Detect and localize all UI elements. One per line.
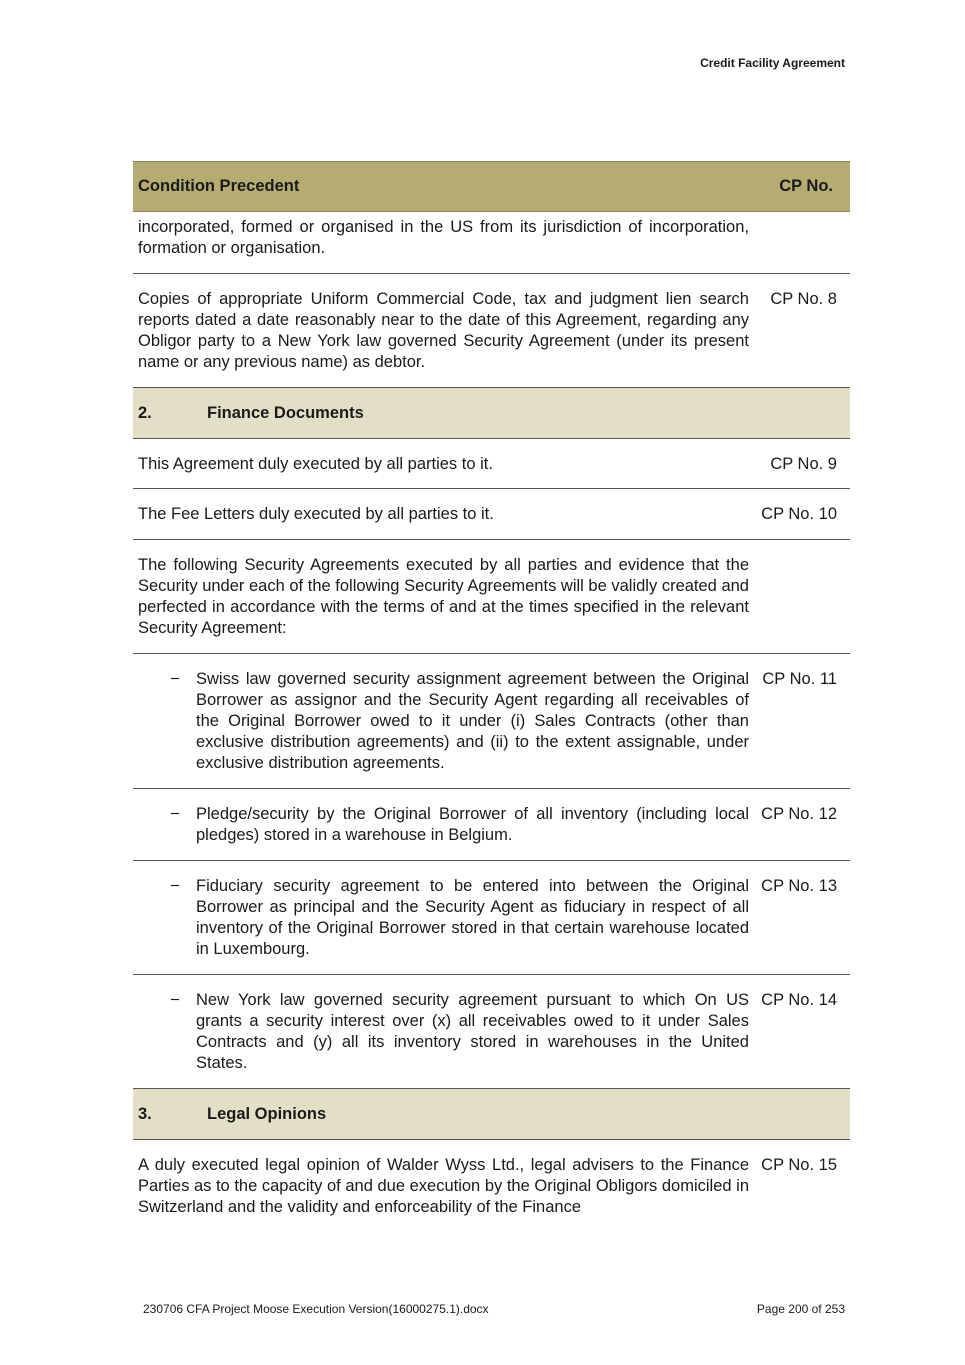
- section-title: Legal Opinions: [207, 1104, 327, 1123]
- condition-text: Copies of appropriate Uniform Commercial Code, tax and judgment lien search reports dated a date reasonably near to the date of this Agreement, regarding any Obligor party to a New York law governed Security Agreement (under its present name or any previous name) as debtor.: [138, 290, 749, 371]
- list-dash: −: [170, 805, 180, 823]
- footer-page-number: Page 200 of 253: [756, 1302, 845, 1316]
- cp-number: CP No. 12: [761, 805, 837, 823]
- condition-text: Pledge/security by the Original Borrower of all inventory (including local pledges) stored in a warehouse in Belgium.: [196, 805, 749, 844]
- cp-number: CP No. 15: [761, 1156, 837, 1174]
- section-title: Finance Documents: [207, 403, 364, 422]
- column-header-cp-number: CP No.: [779, 177, 833, 195]
- condition-text: incorporated, formed or organised in the US from its jurisdiction of incorporation, formation or organisation.: [138, 218, 749, 257]
- table-row: [133, 975, 850, 1089]
- table-row: [133, 1140, 850, 1230]
- cp-number: CP No. 10: [761, 505, 837, 523]
- section-heading-legal-opinions: [133, 1089, 850, 1140]
- list-dash: −: [170, 670, 180, 688]
- cp-number: CP No. 13: [761, 877, 837, 895]
- conditions-precedent-table: [133, 161, 850, 1230]
- table-row: [133, 274, 850, 388]
- table-row: [133, 212, 850, 274]
- cp-number: [749, 555, 850, 653]
- condition-text: A duly executed legal opinion of Walder Wyss Ltd., legal advisers to the Finance Parties as to the capacity of and due execution by the Original Obligors domiciled in Switzerland and the validity and enforceability of the Finance: [138, 1156, 749, 1216]
- table-row: [133, 789, 850, 861]
- list-dash: −: [170, 877, 180, 895]
- cp-number: CP No. 9: [770, 455, 837, 473]
- table-row: [133, 654, 850, 789]
- cp-number: [749, 217, 850, 273]
- condition-text: Fiduciary security agreement to be entered into between the Original Borrower as principal and the Security Agent as fiduciary in respect of all inventory of the Original Borrower stored in that certain warehouse located in Luxembourg.: [196, 877, 749, 958]
- document-header-title: Credit Facility Agreement: [700, 56, 845, 70]
- section-heading-finance-documents: [133, 388, 850, 439]
- list-dash: −: [170, 991, 180, 1009]
- table-row: [133, 489, 850, 540]
- cp-number: CP No. 11: [762, 670, 837, 688]
- table-header-row: [133, 161, 850, 212]
- condition-text: The following Security Agreements executed by all parties and evidence that the Security under each of the following Security Agreements will be validly created and perfected in accordance with the terms of and at the times specified in the relevant Security Agreement:: [138, 556, 749, 637]
- condition-text: This Agreement duly executed by all parties to it.: [138, 455, 493, 473]
- table-row: [133, 540, 850, 654]
- section-number: 2.: [138, 403, 152, 422]
- footer-filename: 230706 CFA Project Moose Execution Version(16000275.1).docx: [143, 1302, 489, 1316]
- condition-text: The Fee Letters duly executed by all parties to it.: [138, 505, 494, 523]
- column-header-condition: Condition Precedent: [138, 177, 300, 195]
- condition-text: New York law governed security agreement pursuant to which On US grants a security interest over (x) all receivables owed to it under Sales Contracts and (y) all its inventory stored in warehouses in the United States.: [196, 991, 749, 1072]
- cp-number: CP No. 8: [770, 290, 837, 308]
- section-number: 3.: [138, 1104, 152, 1123]
- condition-text: Swiss law governed security assignment agreement between the Original Borrower as assignor and the Security Agent regarding all receivables of the Original Borrower owed to it under (i) Sales Contracts (other than exclusive distribution agreements) and (ii) to the extent assignable, under exclusive distribution agreements.: [196, 670, 749, 772]
- table-row: [133, 439, 850, 489]
- cp-number: CP No. 14: [761, 991, 837, 1009]
- table-row: [133, 861, 850, 975]
